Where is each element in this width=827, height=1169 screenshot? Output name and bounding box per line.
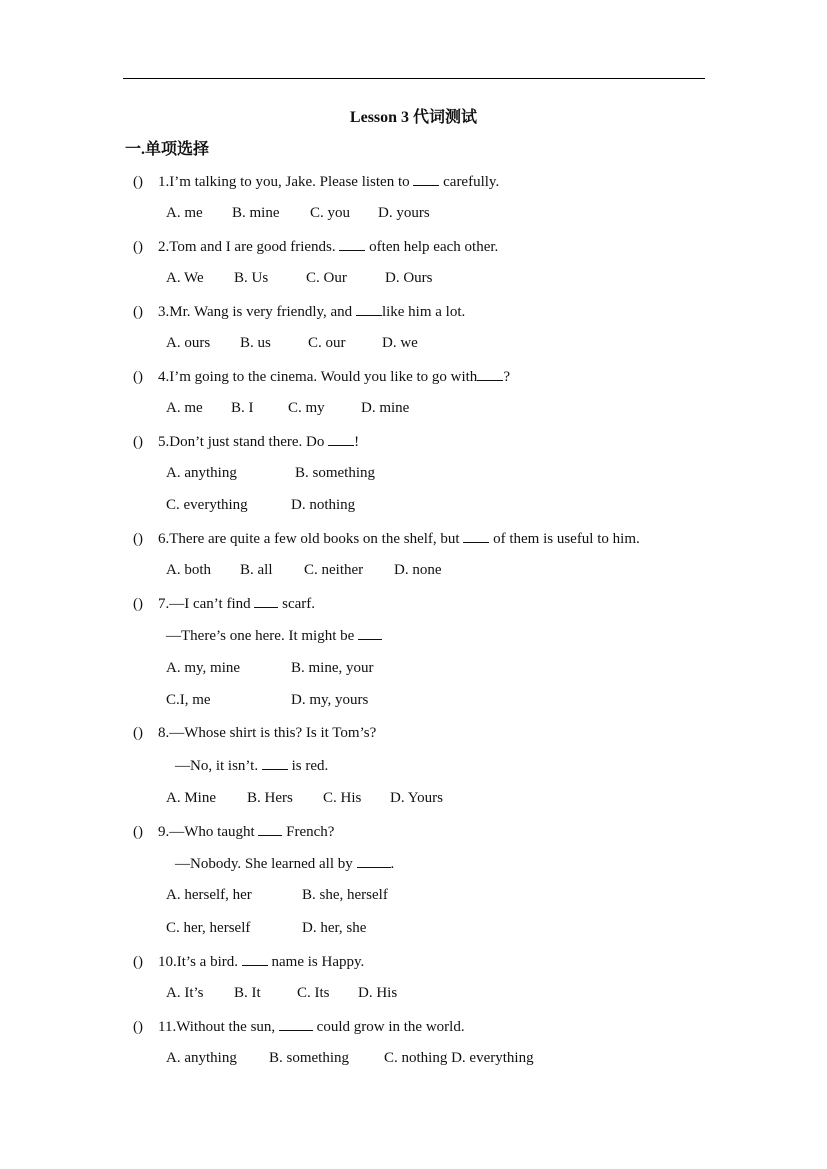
question-7 — [133, 595, 315, 613]
option-c: C. His — [323, 790, 362, 806]
answer-blank — [339, 238, 365, 251]
section-heading: 一.单项选择 — [125, 141, 210, 158]
option-a: A. anything — [166, 1050, 237, 1066]
option-b: B. something — [295, 465, 376, 481]
option-d: D. we — [382, 335, 418, 351]
option-b: B. us — [240, 335, 271, 351]
answer-blank — [463, 530, 489, 543]
answer-blank — [477, 368, 503, 381]
answer-blank — [328, 433, 354, 446]
question-text: 6.There are quite a few old books on the shelf, but — [158, 531, 464, 547]
option-b: B. It — [234, 985, 261, 1001]
page-title: Lesson 3 代词测试 — [349, 109, 478, 126]
answer-blank — [258, 823, 282, 836]
question-3 — [133, 303, 465, 321]
header-rule — [123, 78, 705, 79]
option-b: B. I — [231, 400, 254, 416]
question-text-end: scarf. — [278, 596, 316, 612]
option-c: C. Its — [297, 985, 330, 1001]
question-11 — [133, 1018, 465, 1036]
option-b: B. Hers — [247, 790, 293, 806]
question-text: 11.Without the sun, — [158, 1019, 279, 1035]
option-b: B. mine — [232, 205, 280, 221]
question-text-end: could grow in the world. — [312, 1019, 465, 1035]
option-a: A. both — [166, 562, 211, 578]
question-10 — [133, 953, 364, 971]
question-text: 7.—I can’t find — [158, 596, 255, 612]
option-d: D. Yours — [390, 790, 443, 806]
option-d: D. His — [358, 985, 398, 1001]
question-text: 5.Don’t just stand there. Do — [158, 434, 329, 450]
option-c: C. my — [288, 400, 325, 416]
option-c: C. you — [310, 205, 351, 221]
answer-bracket[interactable]: () — [133, 596, 143, 612]
question-text: 4.I’m going to the cinema. Would you like to go with — [158, 369, 478, 385]
option-c: C.I, me — [166, 692, 211, 708]
option-d: D. mine — [361, 400, 410, 416]
answer-blank — [357, 855, 391, 868]
question-8-reply — [175, 757, 328, 775]
option-a: A. me — [166, 400, 203, 416]
answer-bracket[interactable]: () — [133, 1019, 143, 1035]
question-text: 2.Tom and I are good friends. — [158, 239, 340, 255]
answer-bracket[interactable]: () — [133, 434, 143, 450]
option-c: C. Our — [306, 270, 347, 286]
answer-blank — [413, 173, 439, 186]
option-b: B. mine, your — [291, 660, 374, 676]
answer-blank — [262, 757, 288, 770]
question-text-end: ! — [354, 434, 360, 450]
option-d: D. none — [394, 562, 442, 578]
option-a: A. anything — [166, 465, 237, 481]
answer-bracket[interactable]: () — [133, 954, 143, 970]
option-a: A. me — [166, 205, 203, 221]
answer-blank — [254, 595, 278, 608]
option-a: A. We — [166, 270, 204, 286]
option-d: D. my, yours — [291, 692, 369, 708]
question-1 — [133, 173, 499, 191]
option-b: B. all — [240, 562, 273, 578]
answer-bracket[interactable]: () — [133, 369, 143, 385]
answer-bracket[interactable]: () — [133, 304, 143, 320]
question-text: 8.—Whose shirt is this? Is it Tom’s? — [158, 725, 377, 741]
answer-bracket[interactable]: () — [133, 531, 143, 547]
option-c: C. her, herself — [166, 920, 251, 936]
question-text-end: often help each other. — [365, 239, 499, 255]
reply-text-end: is red. — [287, 758, 329, 774]
answer-blank — [358, 627, 382, 640]
question-text: 9.—Who taught — [158, 824, 259, 840]
option-c: C. everything — [166, 497, 248, 513]
option-d: D. her, she — [302, 920, 367, 936]
reply-text: —No, it isn’t. — [175, 758, 262, 774]
answer-blank — [242, 953, 268, 966]
question-9-reply — [175, 855, 394, 873]
question-6 — [133, 530, 640, 548]
question-text-end: of them is useful to him. — [489, 531, 640, 547]
option-b: B. she, herself — [302, 887, 388, 903]
answer-bracket[interactable]: () — [133, 239, 143, 255]
question-text: 3.Mr. Wang is very friendly, and — [158, 304, 356, 320]
reply-text: —Nobody. She learned all by — [175, 856, 357, 872]
answer-bracket[interactable]: () — [133, 174, 143, 190]
question-text-end: like him a lot. — [381, 304, 466, 320]
answer-bracket[interactable]: () — [133, 824, 143, 840]
question-text-end: carefully. — [439, 174, 500, 190]
question-9 — [133, 823, 334, 841]
question-text-end: ? — [503, 369, 510, 385]
option-a: A. my, mine — [166, 660, 241, 676]
question-text: 10.It’s a bird. — [158, 954, 242, 970]
question-7-reply — [166, 627, 382, 645]
question-4 — [133, 368, 510, 386]
option-a: A. ours — [166, 335, 211, 351]
answer-blank — [279, 1018, 313, 1031]
question-5 — [133, 433, 359, 451]
answer-blank — [356, 303, 382, 316]
option-a: A. It’s — [166, 985, 204, 1001]
option-b: B. Us — [234, 270, 269, 286]
option-d: D. yours — [378, 205, 430, 221]
question-2 — [133, 238, 498, 256]
option-a: A. herself, her — [166, 887, 252, 903]
option-cd: C. nothing D. everything — [384, 1050, 534, 1066]
question-text: 1.I’m talking to you, Jake. Please listen to — [158, 174, 414, 190]
option-c: C. our — [308, 335, 346, 351]
option-d: D. Ours — [385, 270, 433, 286]
reply-text: —There’s one here. It might be — [166, 628, 359, 644]
option-b: B. something — [269, 1050, 350, 1066]
option-a: A. Mine — [166, 790, 216, 806]
option-c: C. neither — [304, 562, 364, 578]
reply-text-end: . — [390, 856, 395, 872]
answer-bracket[interactable]: () — [133, 725, 143, 741]
option-d: D. nothing — [291, 497, 356, 513]
question-text-end: name is Happy. — [267, 954, 365, 970]
question-text-end: French? — [282, 824, 335, 840]
question-8 — [133, 725, 376, 742]
